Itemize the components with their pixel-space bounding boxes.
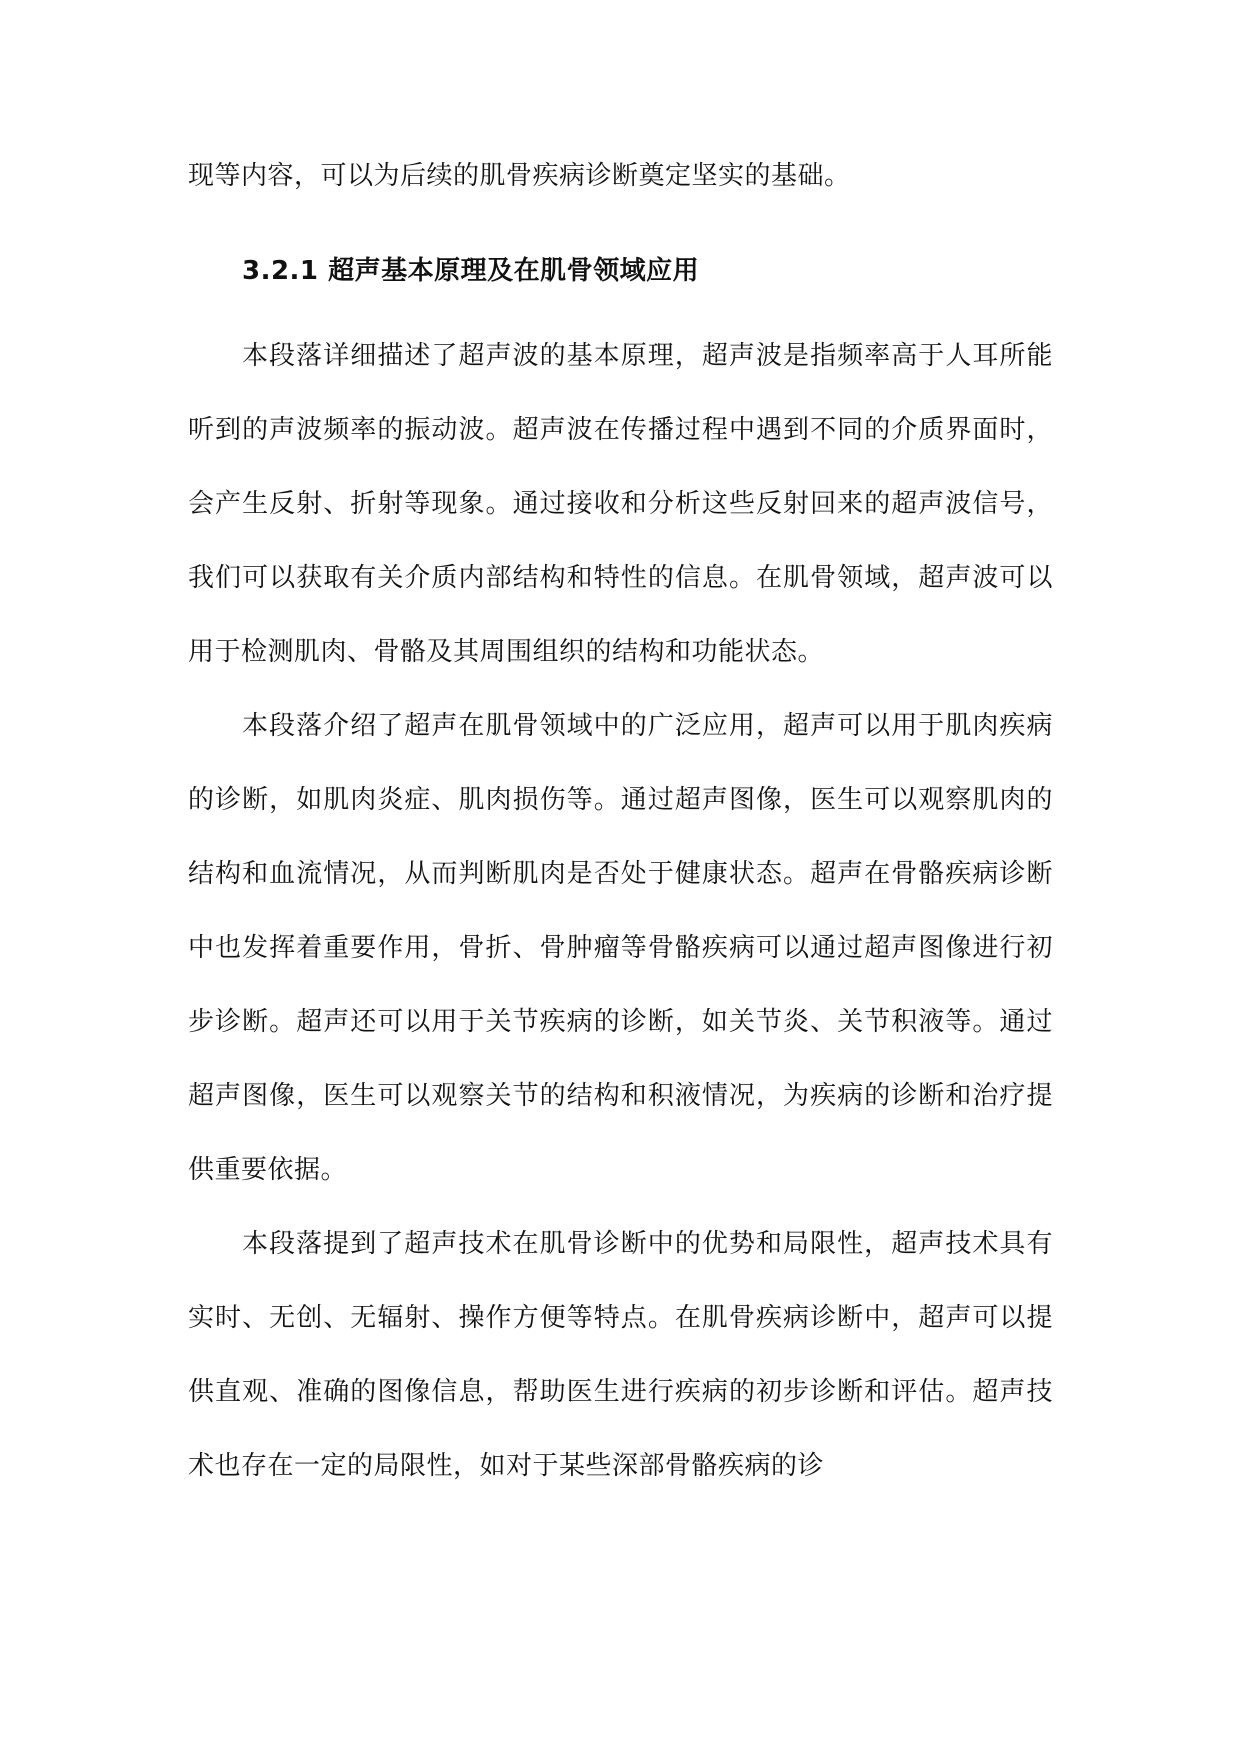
paragraph-principles: 本段落详细描述了超声波的基本原理，超声波是指频率高于人耳所能听到的声波频率的振动波。超声波在传播过程中遇到不同的介质界面时，会产生反射、折射等现象。通过接收和分析这些反射回来的超声波信号，我们可以获取有关介质内部结构和特性的信息。在肌骨领域，超声波可以用于检测肌肉、骨骼及其周围组织的结构和功能状态。 — [188, 341, 1053, 667]
intro-continuation-text: 现等内容，可以为后续的肌骨疾病诊断奠定坚实的基础。 — [188, 161, 851, 191]
section-heading: 3.2.1 超声基本原理及在肌骨领域应用 — [242, 256, 700, 286]
document-body — [188, 139, 1053, 1503]
paragraph-advantages: 本段落提到了超声技术在肌骨诊断中的优势和局限性，超声技术具有实时、无创、无辐射、操作方便等特点。在肌骨疾病诊断中，超声可以提供直观、准确的图像信息，帮助医生进行疾病的初步诊断和评估。超声技术也存在一定的局限性，如对于某些深部骨骼疾病的诊 — [188, 1229, 1053, 1481]
paragraph-applications: 本段落介绍了超声在肌骨领域中的广泛应用，超声可以用于肌肉疾病的诊断，如肌肉炎症、肌肉损伤等。通过超声图像，医生可以观察肌肉的结构和血流情况，从而判断肌肉是否处于健康状态。超声在骨骼疾病诊断中也发挥着重要作用，骨折、骨肿瘤等骨骼疾病可以通过超声图像进行初步诊断。超声还可以用于关节疾病的诊断，如关节炎、关节积液等。通过超声图像，医生可以观察关节的结构和积液情况，为疾病的诊断和治疗提供重要依据。 — [188, 711, 1053, 1185]
